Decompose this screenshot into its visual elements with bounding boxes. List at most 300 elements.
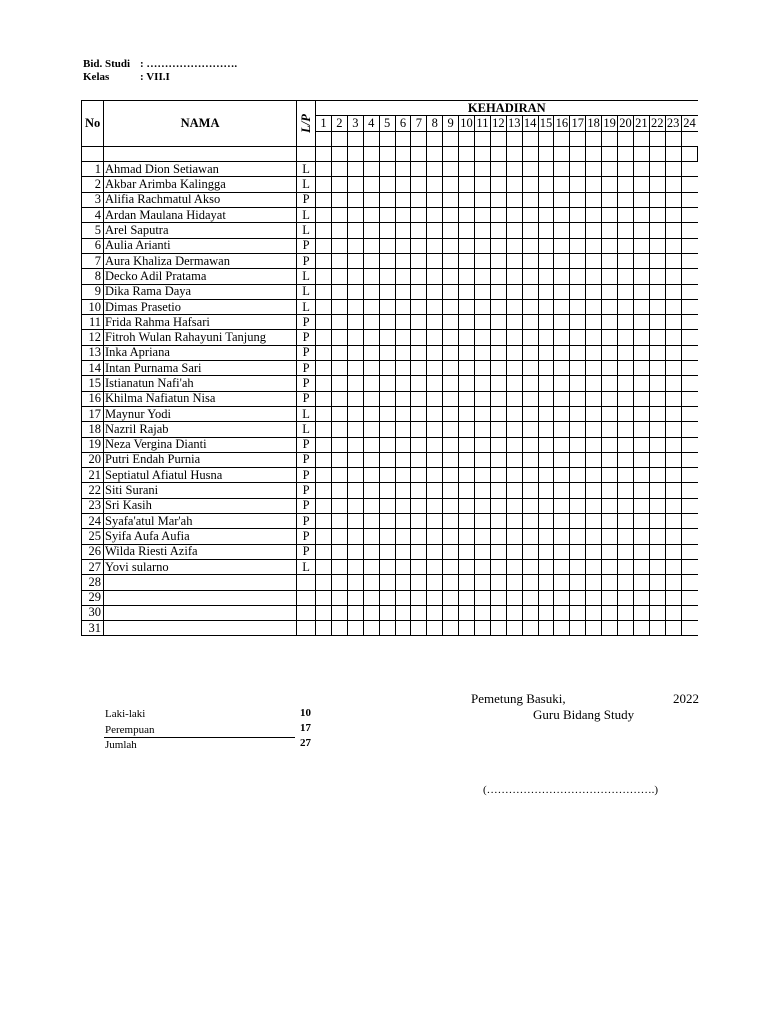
attendance-cell[interactable] [427, 253, 443, 268]
attendance-cell[interactable] [538, 315, 554, 330]
attendance-cell[interactable] [665, 575, 681, 590]
attendance-cell[interactable] [490, 590, 506, 605]
attendance-cell[interactable] [475, 452, 491, 467]
attendance-cell[interactable] [618, 406, 634, 421]
attendance-cell[interactable] [649, 437, 665, 452]
attendance-cell[interactable] [506, 422, 522, 437]
attendance-cell[interactable] [347, 315, 363, 330]
attendance-cell[interactable] [554, 361, 570, 376]
attendance-cell[interactable] [363, 192, 379, 207]
attendance-cell[interactable] [411, 514, 427, 529]
attendance-cell[interactable] [538, 621, 554, 636]
attendance-cell[interactable] [395, 208, 411, 223]
attendance-cell[interactable] [490, 498, 506, 513]
attendance-cell[interactable] [602, 544, 618, 559]
attendance-cell[interactable] [427, 162, 443, 177]
attendance-cell[interactable] [522, 468, 538, 483]
attendance-cell[interactable] [347, 498, 363, 513]
attendance-cell[interactable] [522, 483, 538, 498]
attendance-cell[interactable] [522, 345, 538, 360]
attendance-cell[interactable] [363, 406, 379, 421]
attendance-cell[interactable] [602, 498, 618, 513]
attendance-cell[interactable] [633, 559, 649, 574]
attendance-cell[interactable] [506, 253, 522, 268]
attendance-cell[interactable] [427, 605, 443, 620]
attendance-cell[interactable] [411, 406, 427, 421]
attendance-cell[interactable] [490, 238, 506, 253]
attendance-cell[interactable] [490, 177, 506, 192]
attendance-cell[interactable] [665, 514, 681, 529]
attendance-cell[interactable] [347, 468, 363, 483]
attendance-cell[interactable] [665, 162, 681, 177]
attendance-cell[interactable] [379, 253, 395, 268]
attendance-cell[interactable] [347, 422, 363, 437]
attendance-cell[interactable] [586, 590, 602, 605]
attendance-cell[interactable] [506, 391, 522, 406]
attendance-cell[interactable] [411, 361, 427, 376]
attendance-cell[interactable] [379, 315, 395, 330]
attendance-cell[interactable] [459, 621, 475, 636]
attendance-cell[interactable] [363, 238, 379, 253]
attendance-cell[interactable] [363, 330, 379, 345]
attendance-cell[interactable] [331, 192, 347, 207]
attendance-cell[interactable] [443, 621, 459, 636]
attendance-cell[interactable] [316, 330, 332, 345]
attendance-cell[interactable] [506, 621, 522, 636]
attendance-cell[interactable] [459, 376, 475, 391]
attendance-cell[interactable] [618, 529, 634, 544]
attendance-cell[interactable] [379, 468, 395, 483]
attendance-cell[interactable] [570, 284, 586, 299]
attendance-cell[interactable] [586, 162, 602, 177]
attendance-cell[interactable] [570, 514, 586, 529]
attendance-cell[interactable] [618, 162, 634, 177]
attendance-cell[interactable] [554, 406, 570, 421]
attendance-cell[interactable] [490, 452, 506, 467]
attendance-cell[interactable] [681, 605, 697, 620]
attendance-cell[interactable] [633, 330, 649, 345]
attendance-cell[interactable] [586, 483, 602, 498]
attendance-cell[interactable] [618, 253, 634, 268]
attendance-cell[interactable] [475, 253, 491, 268]
attendance-cell[interactable] [475, 621, 491, 636]
attendance-cell[interactable] [443, 223, 459, 238]
attendance-cell[interactable] [395, 575, 411, 590]
attendance-cell[interactable] [538, 406, 554, 421]
attendance-cell[interactable] [570, 575, 586, 590]
attendance-cell[interactable] [490, 269, 506, 284]
attendance-cell[interactable] [475, 559, 491, 574]
attendance-cell[interactable] [411, 192, 427, 207]
attendance-cell[interactable] [649, 422, 665, 437]
attendance-cell[interactable] [554, 468, 570, 483]
attendance-cell[interactable] [331, 208, 347, 223]
attendance-cell[interactable] [363, 621, 379, 636]
attendance-cell[interactable] [395, 406, 411, 421]
attendance-cell[interactable] [459, 177, 475, 192]
attendance-cell[interactable] [506, 376, 522, 391]
attendance-cell[interactable] [459, 590, 475, 605]
attendance-cell[interactable] [538, 162, 554, 177]
attendance-cell[interactable] [475, 422, 491, 437]
attendance-cell[interactable] [506, 162, 522, 177]
attendance-cell[interactable] [379, 514, 395, 529]
attendance-cell[interactable] [681, 284, 697, 299]
attendance-cell[interactable] [681, 544, 697, 559]
attendance-cell[interactable] [570, 621, 586, 636]
attendance-cell[interactable] [633, 299, 649, 314]
attendance-cell[interactable] [411, 575, 427, 590]
attendance-cell[interactable] [331, 514, 347, 529]
attendance-cell[interactable] [331, 299, 347, 314]
attendance-cell[interactable] [633, 376, 649, 391]
attendance-cell[interactable] [316, 575, 332, 590]
attendance-cell[interactable] [506, 192, 522, 207]
attendance-cell[interactable] [331, 269, 347, 284]
attendance-cell[interactable] [459, 330, 475, 345]
attendance-cell[interactable] [522, 590, 538, 605]
attendance-cell[interactable] [522, 498, 538, 513]
attendance-cell[interactable] [586, 376, 602, 391]
attendance-cell[interactable] [379, 208, 395, 223]
attendance-cell[interactable] [681, 406, 697, 421]
attendance-cell[interactable] [395, 330, 411, 345]
attendance-cell[interactable] [602, 315, 618, 330]
attendance-cell[interactable] [443, 269, 459, 284]
attendance-cell[interactable] [618, 208, 634, 223]
attendance-cell[interactable] [395, 253, 411, 268]
attendance-cell[interactable] [649, 284, 665, 299]
attendance-cell[interactable] [665, 559, 681, 574]
attendance-cell[interactable] [331, 284, 347, 299]
attendance-cell[interactable] [490, 406, 506, 421]
attendance-cell[interactable] [665, 299, 681, 314]
attendance-cell[interactable] [379, 269, 395, 284]
attendance-cell[interactable] [665, 621, 681, 636]
attendance-cell[interactable] [316, 208, 332, 223]
attendance-cell[interactable] [586, 605, 602, 620]
attendance-cell[interactable] [316, 468, 332, 483]
attendance-cell[interactable] [316, 621, 332, 636]
attendance-cell[interactable] [602, 208, 618, 223]
attendance-cell[interactable] [490, 437, 506, 452]
attendance-cell[interactable] [411, 269, 427, 284]
attendance-cell[interactable] [427, 468, 443, 483]
attendance-cell[interactable] [554, 330, 570, 345]
attendance-cell[interactable] [633, 315, 649, 330]
attendance-cell[interactable] [586, 177, 602, 192]
attendance-cell[interactable] [363, 391, 379, 406]
attendance-cell[interactable] [665, 330, 681, 345]
attendance-cell[interactable] [538, 590, 554, 605]
attendance-cell[interactable] [618, 422, 634, 437]
attendance-cell[interactable] [427, 330, 443, 345]
attendance-cell[interactable] [475, 605, 491, 620]
attendance-cell[interactable] [554, 575, 570, 590]
attendance-cell[interactable] [570, 391, 586, 406]
attendance-cell[interactable] [490, 330, 506, 345]
attendance-cell[interactable] [347, 529, 363, 544]
attendance-cell[interactable] [316, 162, 332, 177]
attendance-cell[interactable] [459, 437, 475, 452]
attendance-cell[interactable] [379, 559, 395, 574]
attendance-cell[interactable] [459, 559, 475, 574]
attendance-cell[interactable] [443, 238, 459, 253]
attendance-cell[interactable] [490, 345, 506, 360]
attendance-cell[interactable] [411, 621, 427, 636]
attendance-cell[interactable] [618, 621, 634, 636]
attendance-cell[interactable] [347, 284, 363, 299]
attendance-cell[interactable] [665, 590, 681, 605]
attendance-cell[interactable] [649, 483, 665, 498]
attendance-cell[interactable] [427, 315, 443, 330]
attendance-cell[interactable] [347, 590, 363, 605]
attendance-cell[interactable] [570, 498, 586, 513]
attendance-cell[interactable] [459, 361, 475, 376]
attendance-cell[interactable] [633, 269, 649, 284]
attendance-cell[interactable] [475, 529, 491, 544]
attendance-cell[interactable] [427, 269, 443, 284]
attendance-cell[interactable] [522, 452, 538, 467]
attendance-cell[interactable] [347, 192, 363, 207]
attendance-cell[interactable] [395, 376, 411, 391]
attendance-cell[interactable] [681, 238, 697, 253]
attendance-cell[interactable] [347, 177, 363, 192]
attendance-cell[interactable] [475, 269, 491, 284]
attendance-cell[interactable] [681, 162, 697, 177]
attendance-cell[interactable] [411, 162, 427, 177]
attendance-cell[interactable] [475, 361, 491, 376]
attendance-cell[interactable] [506, 437, 522, 452]
attendance-cell[interactable] [427, 345, 443, 360]
attendance-cell[interactable] [554, 452, 570, 467]
attendance-cell[interactable] [570, 162, 586, 177]
attendance-cell[interactable] [681, 437, 697, 452]
attendance-cell[interactable] [347, 238, 363, 253]
attendance-cell[interactable] [490, 391, 506, 406]
attendance-cell[interactable] [443, 468, 459, 483]
attendance-cell[interactable] [586, 223, 602, 238]
attendance-cell[interactable] [459, 575, 475, 590]
attendance-cell[interactable] [586, 544, 602, 559]
attendance-cell[interactable] [649, 575, 665, 590]
attendance-cell[interactable] [379, 422, 395, 437]
attendance-cell[interactable] [681, 315, 697, 330]
attendance-cell[interactable] [522, 162, 538, 177]
attendance-cell[interactable] [633, 483, 649, 498]
attendance-cell[interactable] [681, 269, 697, 284]
attendance-cell[interactable] [538, 238, 554, 253]
attendance-cell[interactable] [363, 514, 379, 529]
attendance-cell[interactable] [347, 223, 363, 238]
attendance-cell[interactable] [316, 514, 332, 529]
attendance-cell[interactable] [522, 177, 538, 192]
attendance-cell[interactable] [459, 468, 475, 483]
attendance-cell[interactable] [618, 483, 634, 498]
attendance-cell[interactable] [522, 238, 538, 253]
attendance-cell[interactable] [586, 238, 602, 253]
attendance-cell[interactable] [459, 269, 475, 284]
attendance-cell[interactable] [316, 605, 332, 620]
attendance-cell[interactable] [602, 590, 618, 605]
attendance-cell[interactable] [427, 422, 443, 437]
attendance-cell[interactable] [459, 406, 475, 421]
attendance-cell[interactable] [379, 361, 395, 376]
attendance-cell[interactable] [331, 544, 347, 559]
attendance-cell[interactable] [475, 514, 491, 529]
attendance-cell[interactable] [475, 544, 491, 559]
attendance-cell[interactable] [538, 483, 554, 498]
attendance-cell[interactable] [586, 621, 602, 636]
attendance-cell[interactable] [618, 559, 634, 574]
attendance-cell[interactable] [347, 345, 363, 360]
attendance-cell[interactable] [586, 452, 602, 467]
attendance-cell[interactable] [331, 437, 347, 452]
attendance-cell[interactable] [379, 498, 395, 513]
attendance-cell[interactable] [363, 605, 379, 620]
attendance-cell[interactable] [395, 391, 411, 406]
attendance-cell[interactable] [681, 452, 697, 467]
attendance-cell[interactable] [665, 177, 681, 192]
attendance-cell[interactable] [395, 422, 411, 437]
attendance-cell[interactable] [459, 345, 475, 360]
attendance-cell[interactable] [649, 269, 665, 284]
attendance-cell[interactable] [633, 498, 649, 513]
attendance-cell[interactable] [665, 391, 681, 406]
attendance-cell[interactable] [459, 529, 475, 544]
attendance-cell[interactable] [347, 559, 363, 574]
attendance-cell[interactable] [379, 177, 395, 192]
attendance-cell[interactable] [554, 223, 570, 238]
attendance-cell[interactable] [522, 605, 538, 620]
attendance-cell[interactable] [602, 529, 618, 544]
attendance-cell[interactable] [538, 253, 554, 268]
attendance-cell[interactable] [570, 452, 586, 467]
attendance-cell[interactable] [427, 621, 443, 636]
attendance-cell[interactable] [506, 269, 522, 284]
attendance-cell[interactable] [554, 162, 570, 177]
attendance-cell[interactable] [490, 361, 506, 376]
attendance-cell[interactable] [586, 559, 602, 574]
attendance-cell[interactable] [586, 269, 602, 284]
attendance-cell[interactable] [363, 590, 379, 605]
attendance-cell[interactable] [331, 162, 347, 177]
attendance-cell[interactable] [331, 361, 347, 376]
attendance-cell[interactable] [331, 330, 347, 345]
attendance-cell[interactable] [459, 315, 475, 330]
attendance-cell[interactable] [649, 544, 665, 559]
attendance-cell[interactable] [665, 345, 681, 360]
attendance-cell[interactable] [443, 192, 459, 207]
attendance-cell[interactable] [379, 238, 395, 253]
attendance-cell[interactable] [490, 208, 506, 223]
attendance-cell[interactable] [379, 406, 395, 421]
attendance-cell[interactable] [554, 376, 570, 391]
attendance-cell[interactable] [586, 361, 602, 376]
attendance-cell[interactable] [506, 177, 522, 192]
attendance-cell[interactable] [427, 376, 443, 391]
attendance-cell[interactable] [538, 299, 554, 314]
attendance-cell[interactable] [522, 223, 538, 238]
attendance-cell[interactable] [427, 529, 443, 544]
attendance-cell[interactable] [443, 406, 459, 421]
attendance-cell[interactable] [490, 223, 506, 238]
attendance-cell[interactable] [649, 376, 665, 391]
attendance-cell[interactable] [379, 483, 395, 498]
attendance-cell[interactable] [316, 376, 332, 391]
attendance-cell[interactable] [347, 483, 363, 498]
attendance-cell[interactable] [665, 544, 681, 559]
attendance-cell[interactable] [331, 529, 347, 544]
attendance-cell[interactable] [506, 345, 522, 360]
attendance-cell[interactable] [379, 621, 395, 636]
attendance-cell[interactable] [522, 422, 538, 437]
attendance-cell[interactable] [427, 361, 443, 376]
attendance-cell[interactable] [395, 345, 411, 360]
attendance-cell[interactable] [665, 498, 681, 513]
attendance-cell[interactable] [490, 192, 506, 207]
attendance-cell[interactable] [681, 330, 697, 345]
attendance-cell[interactable] [554, 483, 570, 498]
attendance-cell[interactable] [586, 315, 602, 330]
attendance-cell[interactable] [459, 483, 475, 498]
attendance-cell[interactable] [475, 590, 491, 605]
attendance-cell[interactable] [459, 253, 475, 268]
attendance-cell[interactable] [633, 605, 649, 620]
attendance-cell[interactable] [331, 452, 347, 467]
attendance-cell[interactable] [316, 284, 332, 299]
attendance-cell[interactable] [522, 621, 538, 636]
attendance-cell[interactable] [554, 345, 570, 360]
attendance-cell[interactable] [363, 422, 379, 437]
attendance-cell[interactable] [347, 621, 363, 636]
attendance-cell[interactable] [538, 514, 554, 529]
attendance-cell[interactable] [316, 223, 332, 238]
attendance-cell[interactable] [538, 345, 554, 360]
attendance-cell[interactable] [427, 514, 443, 529]
attendance-cell[interactable] [506, 208, 522, 223]
attendance-cell[interactable] [331, 376, 347, 391]
attendance-cell[interactable] [506, 223, 522, 238]
attendance-cell[interactable] [427, 575, 443, 590]
attendance-cell[interactable] [490, 284, 506, 299]
attendance-cell[interactable] [395, 590, 411, 605]
attendance-cell[interactable] [649, 315, 665, 330]
attendance-cell[interactable] [427, 544, 443, 559]
attendance-cell[interactable] [379, 544, 395, 559]
attendance-cell[interactable] [475, 223, 491, 238]
attendance-cell[interactable] [411, 391, 427, 406]
attendance-cell[interactable] [554, 605, 570, 620]
attendance-cell[interactable] [633, 514, 649, 529]
attendance-cell[interactable] [602, 559, 618, 574]
attendance-cell[interactable] [586, 299, 602, 314]
attendance-cell[interactable] [665, 452, 681, 467]
attendance-cell[interactable] [459, 299, 475, 314]
attendance-cell[interactable] [554, 192, 570, 207]
attendance-cell[interactable] [443, 391, 459, 406]
attendance-cell[interactable] [570, 590, 586, 605]
attendance-cell[interactable] [490, 299, 506, 314]
attendance-cell[interactable] [316, 391, 332, 406]
attendance-cell[interactable] [506, 238, 522, 253]
attendance-cell[interactable] [649, 391, 665, 406]
attendance-cell[interactable] [522, 315, 538, 330]
attendance-cell[interactable] [395, 177, 411, 192]
attendance-cell[interactable] [347, 406, 363, 421]
attendance-cell[interactable] [649, 345, 665, 360]
attendance-cell[interactable] [331, 177, 347, 192]
